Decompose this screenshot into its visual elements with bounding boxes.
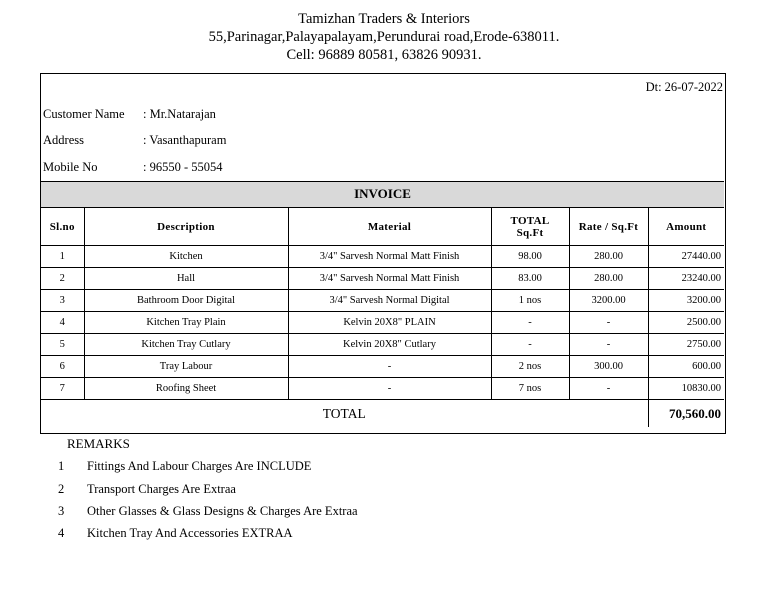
company-address: 55,Parinagar,Palayapalayam,Perundurai road,Erode-638011. — [208, 29, 560, 45]
cell-material: 3/4" Sarvesh Normal Digital — [288, 290, 491, 312]
total-label: TOTAL — [41, 400, 648, 428]
company-cell: Cell: 96889 80581, 63826 90931. — [286, 47, 482, 63]
cell-description: Tray Labour — [84, 356, 288, 378]
invoice-box — [40, 73, 726, 434]
cell-amount: 10830.00 — [648, 378, 724, 400]
table-row — [41, 378, 724, 400]
total-value: 70,560.00 — [648, 400, 724, 428]
cell-material: 3/4" Sarvesh Normal Matt Finish — [288, 246, 491, 268]
customer-name-row — [43, 107, 216, 122]
cell-amount: 3200.00 — [648, 290, 724, 312]
remark-item — [58, 459, 311, 474]
table-header-row — [41, 208, 724, 246]
cell-description: Kitchen — [84, 246, 288, 268]
table-row — [41, 356, 724, 378]
customer-address-row — [43, 133, 226, 148]
cell-material: - — [288, 378, 491, 400]
cell-slno: 3 — [41, 290, 84, 312]
table-row — [41, 290, 724, 312]
customer-name-value: : Mr.Natarajan — [143, 107, 216, 121]
cell-material: 3/4" Sarvesh Normal Matt Finish — [288, 268, 491, 290]
cell-slno: 6 — [41, 356, 84, 378]
cell-sqft: 1 nos — [491, 290, 569, 312]
company-header — [0, 10, 768, 64]
header-total-sqft: TOTAL Sq.Ft — [491, 208, 569, 246]
cell-rate: 280.00 — [569, 246, 648, 268]
remark-number: 4 — [58, 526, 65, 540]
invoice-date: Dt: 26-07-2022 — [645, 80, 723, 94]
cell-rate: - — [569, 334, 648, 356]
cell-description: Kitchen Tray Plain — [84, 312, 288, 334]
table-row — [41, 334, 724, 356]
cell-amount: 2500.00 — [648, 312, 724, 334]
remark-item — [58, 504, 358, 519]
company-name: Tamizhan Traders & Interiors — [298, 11, 470, 27]
cell-material: - — [288, 356, 491, 378]
remark-text: Transport Charges Are Extraa — [87, 482, 236, 496]
header-description: Description — [84, 208, 288, 246]
cell-slno: 7 — [41, 378, 84, 400]
customer-address-label: Address — [43, 133, 84, 147]
header-rate: Rate / Sq.Ft — [569, 208, 648, 246]
cell-description: Bathroom Door Digital — [84, 290, 288, 312]
cell-sqft: 98.00 — [491, 246, 569, 268]
cell-slno: 2 — [41, 268, 84, 290]
table-row — [41, 268, 724, 290]
cell-amount: 27440.00 — [648, 246, 724, 268]
cell-description: Kitchen Tray Cutlary — [84, 334, 288, 356]
customer-name-label: Customer Name — [43, 107, 125, 121]
cell-sqft: 83.00 — [491, 268, 569, 290]
cell-rate: - — [569, 312, 648, 334]
cell-slno: 4 — [41, 312, 84, 334]
cell-description: Roofing Sheet — [84, 378, 288, 400]
invoice-title: INVOICE — [41, 181, 724, 208]
header-slno: Sl.no — [41, 208, 84, 246]
remark-text: Kitchen Tray And Accessories EXTRAA — [87, 526, 293, 540]
remark-text: Fittings And Labour Charges Are INCLUDE — [87, 459, 312, 473]
remark-text: Other Glasses & Glass Designs & Charges Are Extraa — [87, 504, 358, 518]
cell-amount: 600.00 — [648, 356, 724, 378]
customer-mobile-row — [43, 160, 223, 175]
cell-amount: 2750.00 — [648, 334, 724, 356]
customer-mobile-value: : 96550 - 55054 — [143, 160, 223, 174]
cell-material: Kelvin 20X8" PLAIN — [288, 312, 491, 334]
cell-slno: 5 — [41, 334, 84, 356]
remark-number: 2 — [58, 482, 65, 496]
remark-number: 1 — [58, 459, 65, 473]
table-row — [41, 246, 724, 268]
customer-address-value: : Vasanthapuram — [143, 133, 227, 147]
cell-rate: - — [569, 378, 648, 400]
total-row — [41, 400, 724, 428]
cell-sqft: - — [491, 334, 569, 356]
cell-description: Hall — [84, 268, 288, 290]
remark-item — [58, 482, 236, 497]
remark-item — [58, 526, 293, 541]
cell-material: Kelvin 20X8" Cutlary — [288, 334, 491, 356]
remarks-title: REMARKS — [67, 436, 130, 451]
cell-sqft: 7 nos — [491, 378, 569, 400]
cell-rate: 300.00 — [569, 356, 648, 378]
remark-number: 3 — [58, 504, 65, 518]
cell-sqft: - — [491, 312, 569, 334]
cell-amount: 23240.00 — [648, 268, 724, 290]
cell-rate: 280.00 — [569, 268, 648, 290]
cell-sqft: 2 nos — [491, 356, 569, 378]
cell-rate: 3200.00 — [569, 290, 648, 312]
header-material: Material — [288, 208, 491, 246]
invoice-table — [41, 208, 724, 427]
header-amount: Amount — [648, 208, 724, 246]
cell-slno: 1 — [41, 246, 84, 268]
table-row — [41, 312, 724, 334]
customer-mobile-label: Mobile No — [43, 160, 98, 174]
